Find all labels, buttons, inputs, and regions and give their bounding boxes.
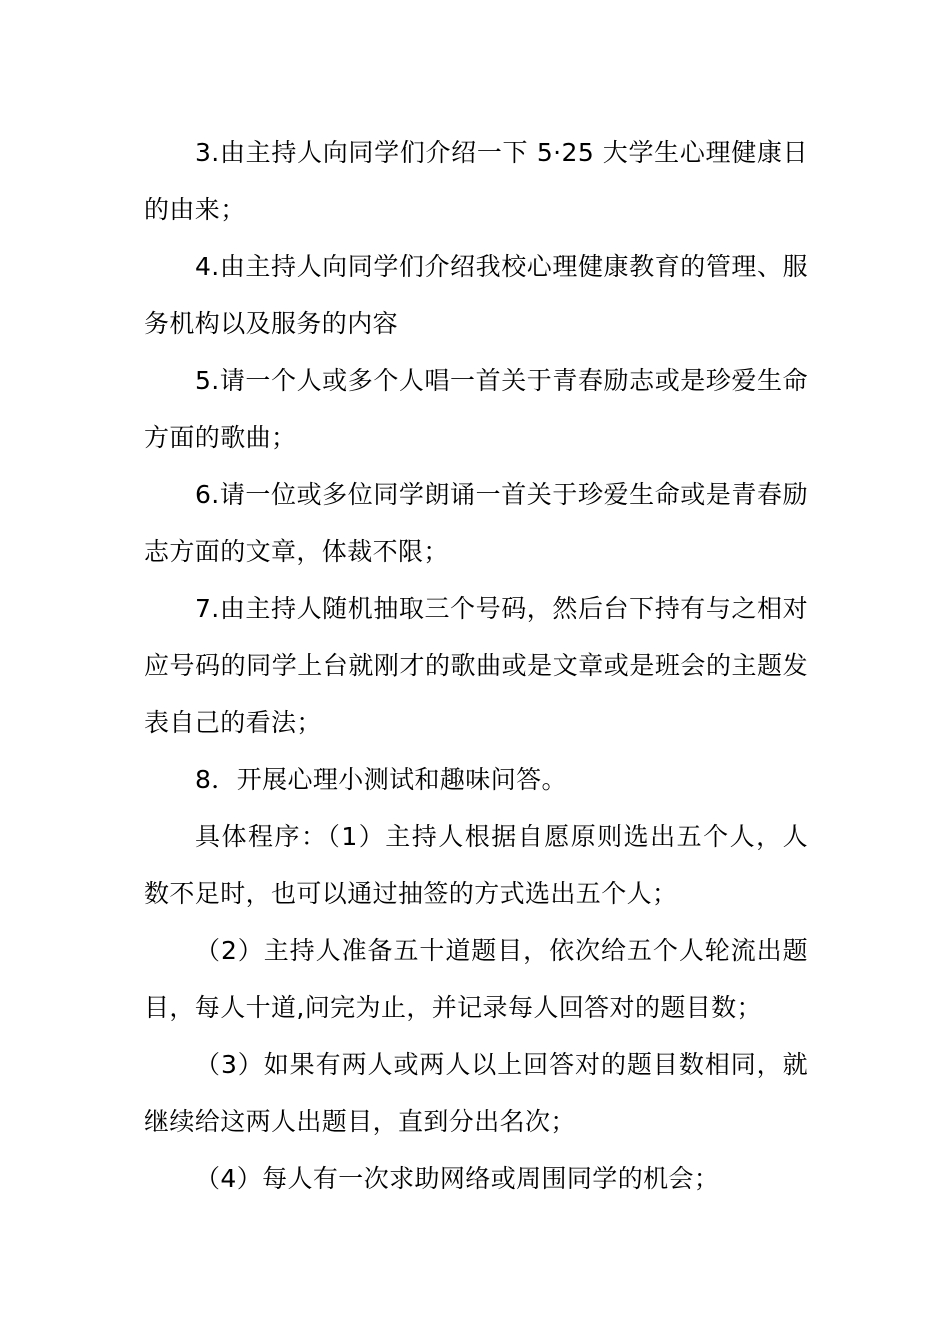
paragraph-procedure-3: （3）如果有两人或两人以上回答对的题目数相同，就继续给这两人出题目，直到分出名次；: [144, 1050, 808, 1136]
document-body: [144, 124, 808, 1207]
paragraph-procedure-2: （2）主持人准备五十道题目，依次给五个人轮流出题目，每人十道,问完为止，并记录每人回答对的题目数；: [144, 936, 808, 1022]
paragraph-item-3: 3.由主持人向同学们介绍一下 5·25 大学生心理健康日的由来；: [144, 138, 808, 224]
paragraph-procedure-4: （4）每人有一次求助网络或周围同学的机会；: [195, 1164, 720, 1193]
paragraph-item-4: 4.由主持人向同学们介绍我校心理健康教育的管理、服务机构以及服务的内容: [144, 252, 808, 338]
paragraph-item-6: 6.请一位或多位同学朗诵一首关于珍爱生命或是青春励志方面的文章，体裁不限；: [144, 480, 808, 566]
paragraph-item-8: 8．开展心理小测试和趣味问答。: [195, 765, 567, 794]
paragraph-item-7: 7.由主持人随机抽取三个号码，然后台下持有与之相对应号码的同学上台就刚才的歌曲或是文章或是班会的主题发表自己的看法；: [144, 594, 808, 737]
paragraph-item-5: 5.请一个人或多个人唱一首关于青春励志或是珍爱生命方面的歌曲；: [144, 366, 808, 452]
paragraph-procedure-1: 具体程序：（1）主持人根据自愿原则选出五个人，人数不足时，也可以通过抽签的方式选出五个人；: [144, 822, 808, 908]
